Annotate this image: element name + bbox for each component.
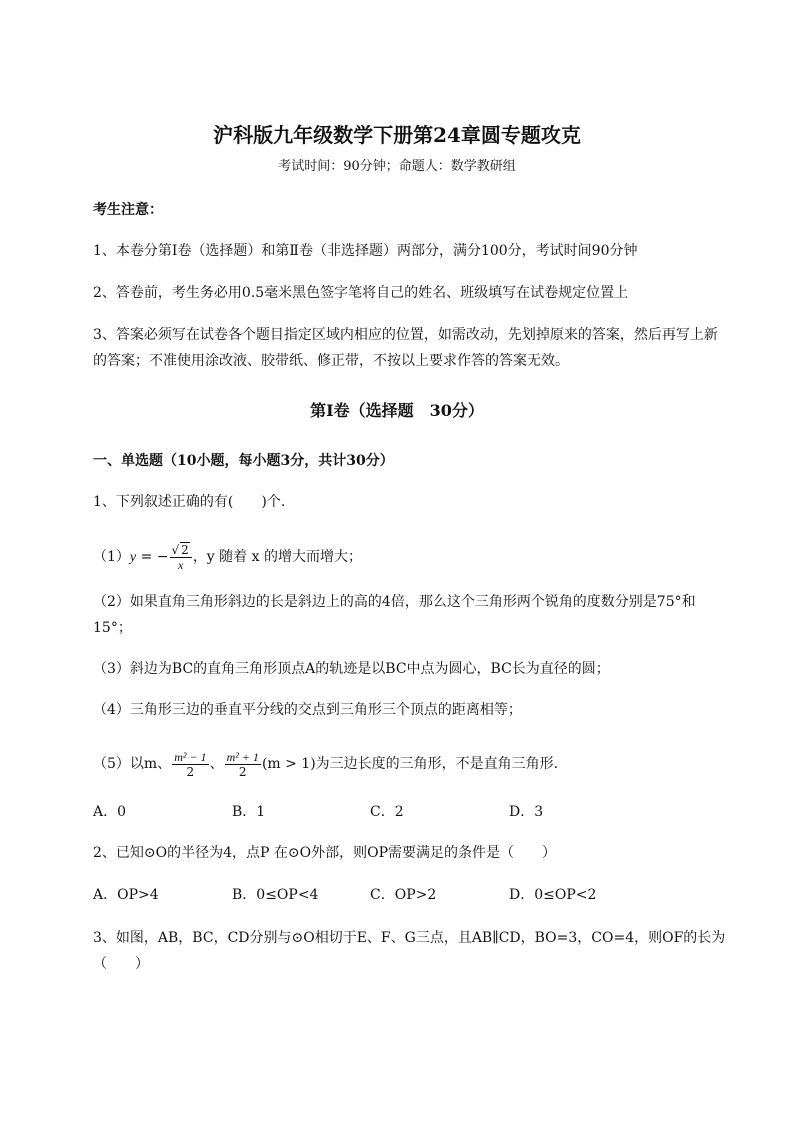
sqrt-icon: √	[171, 543, 180, 557]
q1-stem: 1、下列叙述正确的有( )个.	[93, 494, 286, 510]
q1-s1-prefix: （1）	[93, 549, 130, 565]
q2-option-b[interactable]: B．0≤OP<4	[232, 887, 319, 903]
q1-s5-suffix: (m > 1)为三边长度的三角形，不是直角三角形.	[261, 756, 559, 772]
page-title: 沪科版九年级数学下册第24章圆专题攻克	[213, 123, 581, 147]
q1-s5-fraction-2	[225, 750, 261, 779]
q3-stem: 3、如图，AB，BC，CD分别与⊙O相切于E、F、G三点，且AB∥CD，BO=3，CO=4，则OF的长为	[93, 930, 726, 946]
notes-item-3: 3、答案必须写在试卷各个题目指定区域内相应的位置，如需改动，先划掉原来的答案，然后再写上新	[93, 327, 718, 343]
q1-s5-fraction-1	[172, 750, 208, 779]
q1-s1-eq: = −	[140, 549, 169, 565]
q2-option-a[interactable]: A．OP>4	[93, 887, 159, 903]
part-heading: 一、单选题（10小题，每小题3分，共计30分）	[93, 453, 394, 469]
q1-s5-f2-num: m² + 1	[226, 749, 259, 764]
q3-stem-cont: （ ）	[93, 956, 149, 972]
q1-statement-3: （3）斜边为BC的直角三角形顶点A的轨迹是以BC中点为圆心，BC长为直径的圆；	[93, 661, 610, 677]
q1-statement-4: （4）三角形三边的垂直平分线的交点到三角形三个顶点的距离相等；	[93, 702, 522, 718]
q1-s1-num: 2	[181, 543, 189, 557]
q1-s1-den: x	[178, 558, 184, 572]
q1-s5-sep: 、	[209, 756, 224, 772]
q2-option-c[interactable]: C．OP>2	[370, 887, 437, 903]
q1-statement-2: （2）如果直角三角形斜边的长是斜边上的高的4倍，那么这个三角形两个锐角的度数分别是75°和	[93, 594, 696, 610]
notes-item-1: 1、本卷分第I卷（选择题）和第Ⅱ卷（非选择题）两部分，满分100分，考试时间90分钟	[93, 243, 638, 259]
q1-option-a[interactable]: A．0	[93, 804, 127, 820]
q1-s1-suffix: ，y 随着 x 的增大而增大；	[192, 549, 362, 565]
q2-stem: 2、已知⊙O的半径为4，点P 在⊙O外部，则OP需要满足的条件是（ ）	[93, 845, 556, 861]
notes-item-2: 2、答卷前，考生务必用0.5毫米黑色签字笔将自己的姓名、班级填写在试卷规定位置上	[93, 285, 629, 301]
page-subtitle: 考试时间：90分钟；命题人：数学教研组	[278, 159, 516, 174]
notes-heading: 考生注意：	[93, 202, 163, 218]
notes-item-3-cont: 的答案；不准使用涂改液、胶带纸、修正带，不按以上要求作答的答案无效。	[93, 353, 569, 369]
q1-s5-f1-den: 2	[186, 764, 195, 779]
q1-option-c[interactable]: C．2	[370, 804, 404, 820]
q1-s1-y: y	[129, 550, 137, 565]
q1-option-b[interactable]: B．1	[232, 804, 266, 820]
q1-s5-f1-num: m² − 1	[174, 749, 207, 764]
q1-s5-f2-den: 2	[238, 764, 247, 779]
q2-option-d[interactable]: D．0≤OP<2	[509, 887, 597, 903]
q1-statement-2-cont: 15°；	[93, 620, 132, 636]
q1-statement-1	[93, 540, 362, 575]
q1-s5-prefix: （5）以m、	[93, 756, 172, 772]
q1-option-d[interactable]: D．3	[509, 804, 544, 820]
q1-s1-fraction	[170, 542, 192, 572]
section-title: 第I卷（选择题 30分）	[310, 401, 484, 420]
q1-statement-5	[93, 748, 558, 780]
